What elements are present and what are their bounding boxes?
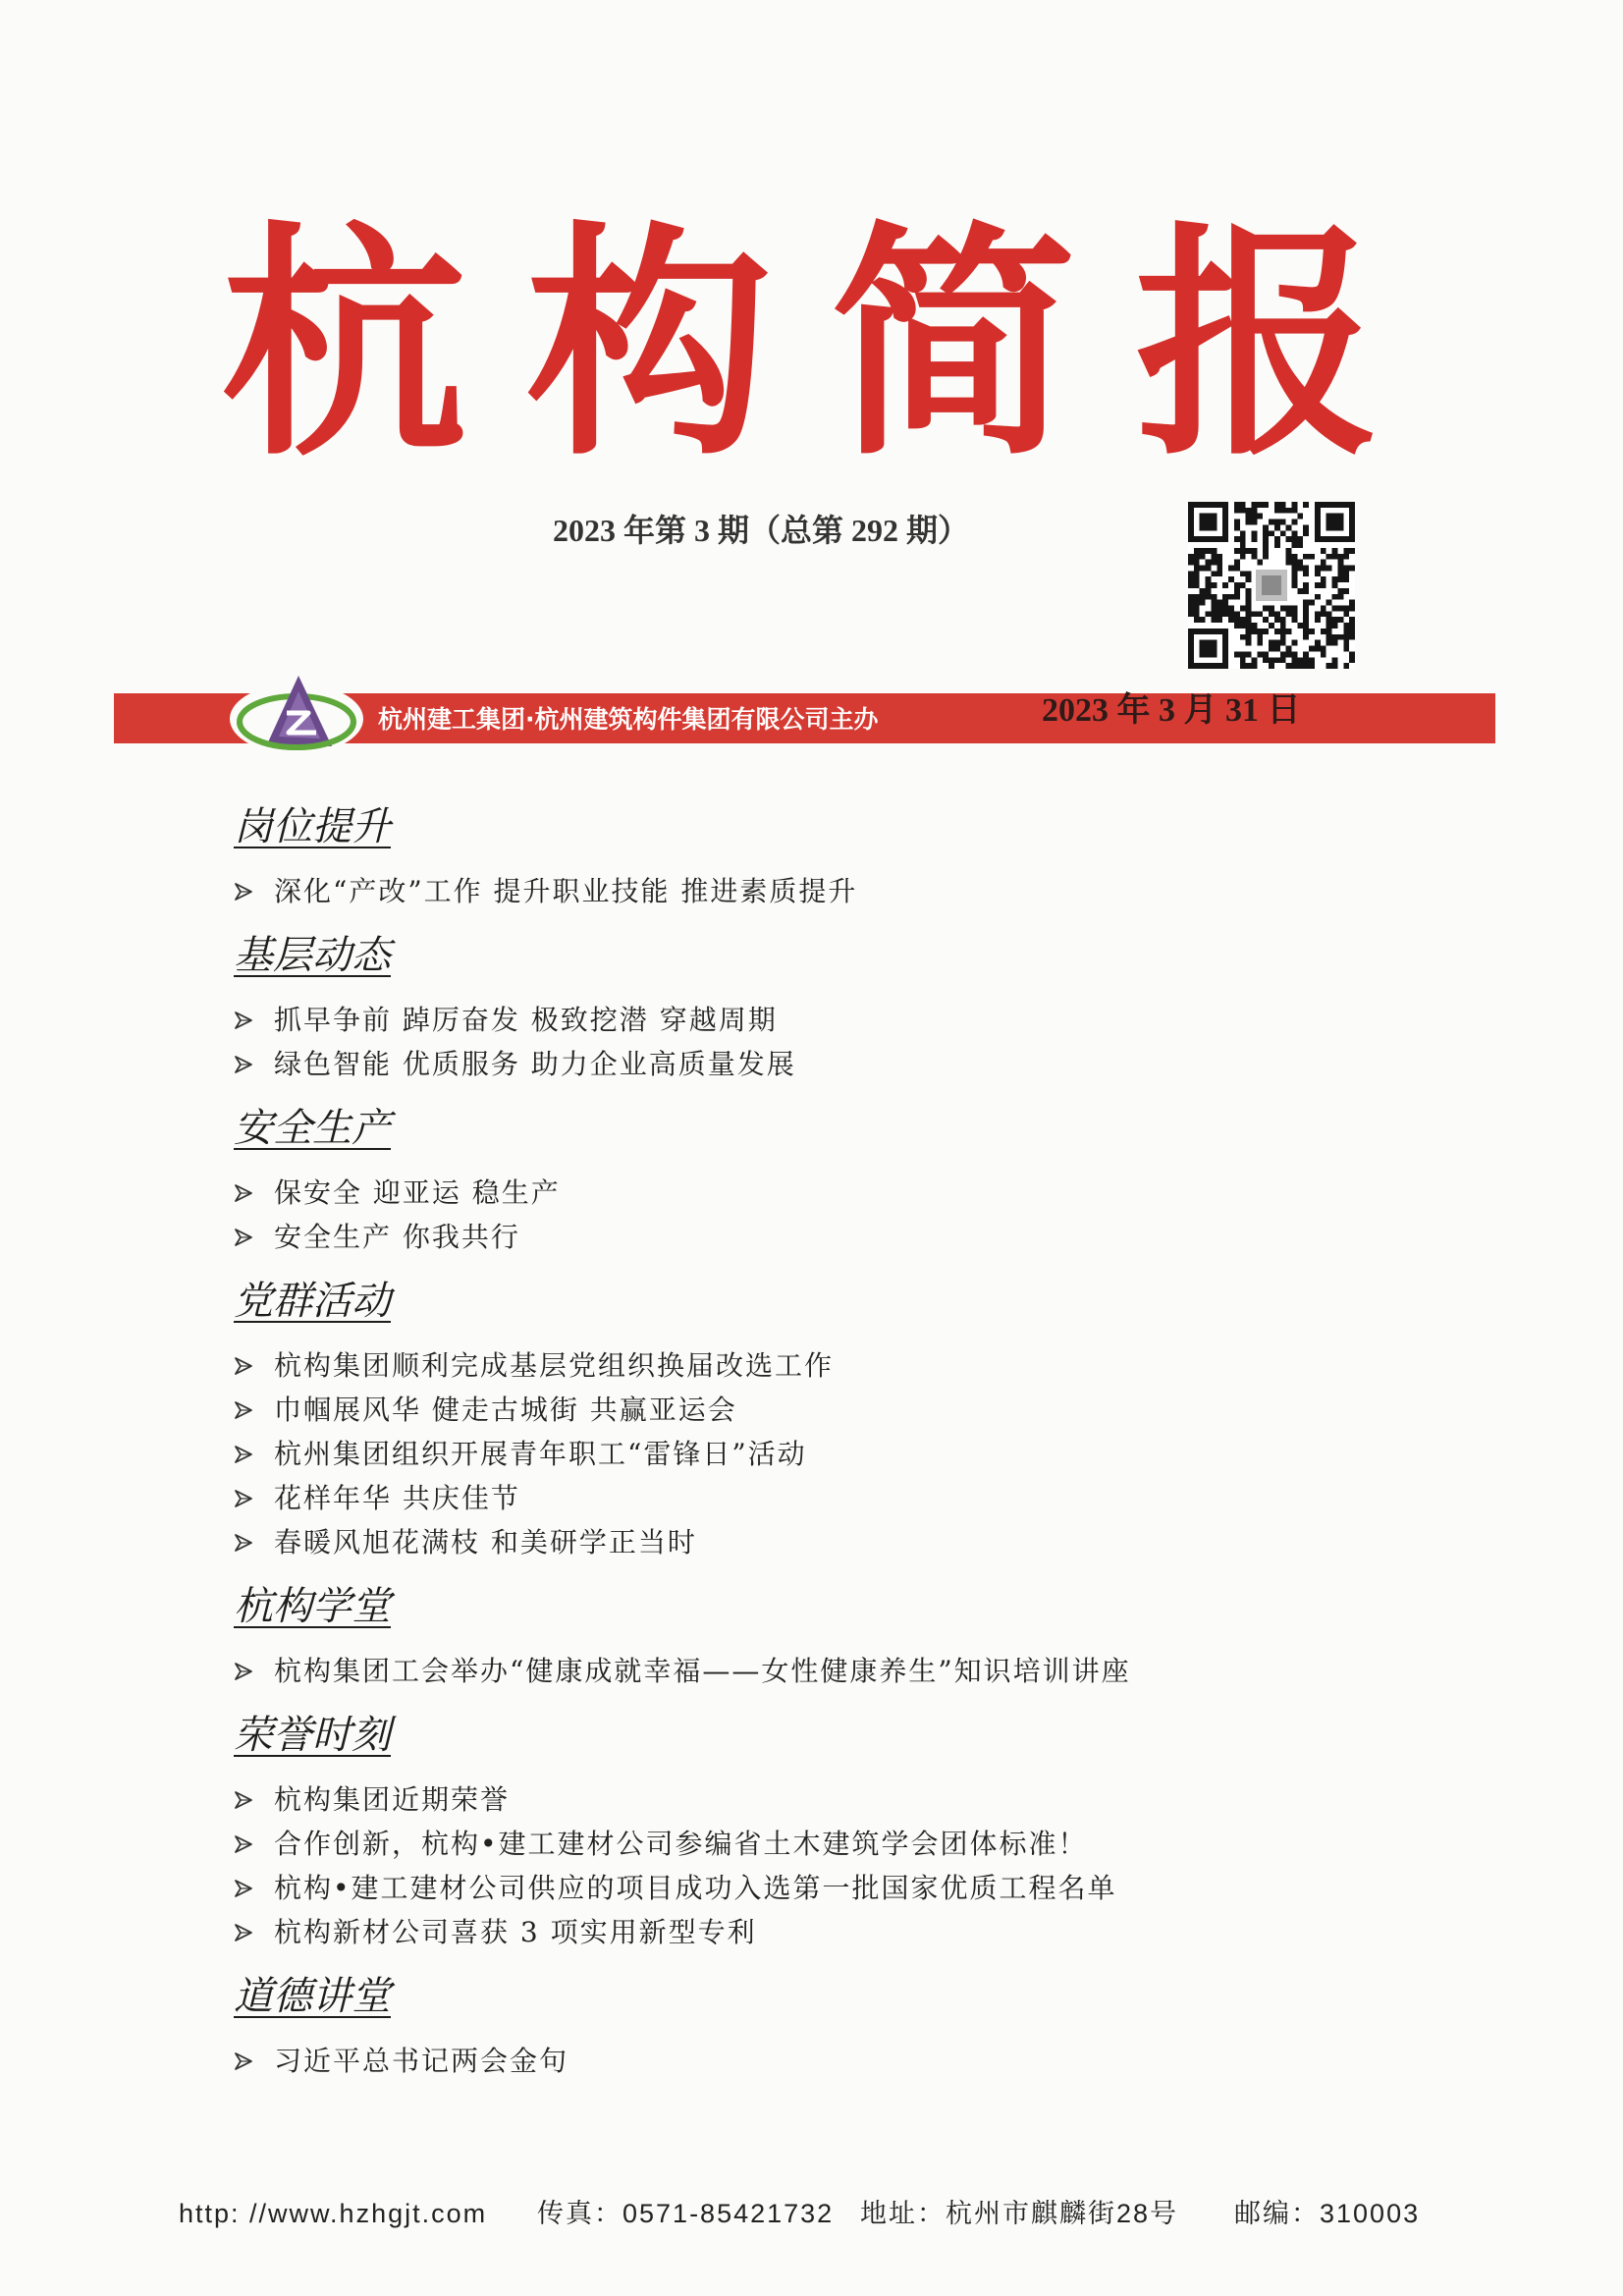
list-item: [234, 1215, 1510, 1259]
newsletter-title: 杭构简报: [222, 199, 1439, 488]
section-heading-text: 党群活动: [234, 1279, 391, 1324]
list-item-text: 杭构新材公司喜获 3 项实用新型专利: [274, 1916, 757, 1948]
arrow-bullet-icon: [234, 1055, 253, 1074]
list-item-text: 绿色智能 优质服务 助力企业高质量发展: [274, 1048, 796, 1080]
section-heading: [234, 1564, 1510, 1649]
arrow-bullet-icon: [234, 1400, 253, 1420]
organizer-text: 杭州建工集团·杭州建筑构件集团有限公司主办: [378, 705, 879, 734]
list-item-text: 杭构•建工建材公司供应的项目成功入选第一批国家优质工程名单: [274, 1872, 1117, 1904]
list-item: [234, 1866, 1510, 1910]
list-item-text: 合作创新，杭构•建工建材公司参编省土木建筑学会团体标准！: [274, 1828, 1088, 1860]
footer-postcode: 邮编：310003: [1234, 2199, 1421, 2228]
section-ethics-lecture: [234, 1954, 1510, 2083]
list-item-text: 安全生产 你我共行: [274, 1221, 520, 1253]
list-item-text: 杭构集团顺利完成基层党组织换届改选工作: [274, 1349, 835, 1382]
section-heading-text: 道德讲堂: [234, 1974, 391, 2019]
section-heading-text: 安全生产: [234, 1106, 391, 1151]
list-item: [234, 1520, 1510, 1564]
section-party-activities: [234, 1259, 1510, 1564]
list-item-text: 习近平总书记两会金句: [274, 2045, 569, 2077]
list-item: [234, 998, 1510, 1042]
arrow-bullet-icon: [234, 1445, 253, 1464]
list-item: [234, 1432, 1510, 1476]
publish-date: 2023 年 3 月 31 日: [1042, 692, 1301, 729]
section-heading-text: 基层动态: [234, 933, 391, 978]
list-item: [234, 1042, 1510, 1086]
list-item: [234, 1343, 1510, 1388]
arrow-bullet-icon: [234, 1834, 253, 1854]
arrow-bullet-icon: [234, 1533, 253, 1553]
arrow-bullet-icon: [234, 1489, 253, 1508]
list-item: [234, 1822, 1510, 1866]
issue-number: 2023 年第 3 期（总第 292 期）: [553, 513, 970, 548]
section-heading: [234, 1259, 1510, 1343]
section-heading-text: 杭构学堂: [234, 1584, 391, 1629]
section-heading: [234, 913, 1510, 998]
section-heading-text: 荣誉时刻: [234, 1713, 391, 1758]
list-item-text: 抓早争前 踔厉奋发 极致挖潜 穿越周期: [274, 1004, 778, 1036]
arrow-bullet-icon: [234, 1923, 253, 1942]
section-heading: [234, 785, 1510, 869]
list-item-text: 巾帼展风华 健走古城街 共赢亚运会: [274, 1394, 737, 1426]
list-item: [234, 2039, 1510, 2083]
section-heading: [234, 1086, 1510, 1171]
arrow-bullet-icon: [234, 1356, 253, 1376]
section-post-promotion: [234, 785, 1510, 913]
section-safety-production: [234, 1086, 1510, 1259]
section-heading-text: 岗位提升: [234, 804, 391, 849]
footer-website: http: //www.hzhgjt.com: [179, 2199, 488, 2228]
arrow-bullet-icon: [234, 882, 253, 902]
list-item: [234, 1388, 1510, 1432]
arrow-bullet-icon: [234, 2051, 253, 2071]
arrow-bullet-icon: [234, 1183, 253, 1203]
list-item: [234, 869, 1510, 913]
footer-address: 地址：杭州市麒麟街28号: [860, 2199, 1179, 2228]
list-item-text: 花样年华 共庆佳节: [274, 1482, 520, 1514]
list-item: [234, 1649, 1510, 1693]
arrow-bullet-icon: [234, 1662, 253, 1681]
list-item: [234, 1171, 1510, 1215]
section-honor-moments: [234, 1693, 1510, 1954]
list-item: [234, 1476, 1510, 1520]
list-item-text: 杭构集团近期荣誉: [274, 1783, 511, 1816]
qr-code: [1188, 502, 1355, 669]
arrow-bullet-icon: [234, 1790, 253, 1810]
list-item: [234, 1777, 1510, 1822]
arrow-bullet-icon: [234, 1879, 253, 1898]
list-item-text: 杭州集团组织开展青年职工“雷锋日”活动: [274, 1438, 807, 1470]
section-heading: [234, 1954, 1510, 2039]
list-item-text: 春暖风旭花满枝 和美研学正当时: [274, 1526, 697, 1558]
section-hanggou-academy: [234, 1564, 1510, 1693]
section-heading: [234, 1693, 1510, 1777]
table-of-contents: [234, 785, 1510, 2083]
section-grassroots-news: [234, 913, 1510, 1086]
arrow-bullet-icon: [234, 1011, 253, 1030]
list-item-text: 保安全 迎亚运 稳生产: [274, 1176, 561, 1209]
list-item: [234, 1910, 1510, 1954]
footer-fax: 传真：0571-85421732: [537, 2199, 835, 2228]
arrow-bullet-icon: [234, 1228, 253, 1247]
list-item-text: 杭构集团工会举办“健康成就幸福——女性健康养生”知识培训讲座: [274, 1655, 1131, 1687]
company-logo: [228, 668, 365, 766]
list-item-text: 深化“产改”工作 提升职业技能 推进素质提升: [274, 875, 858, 907]
